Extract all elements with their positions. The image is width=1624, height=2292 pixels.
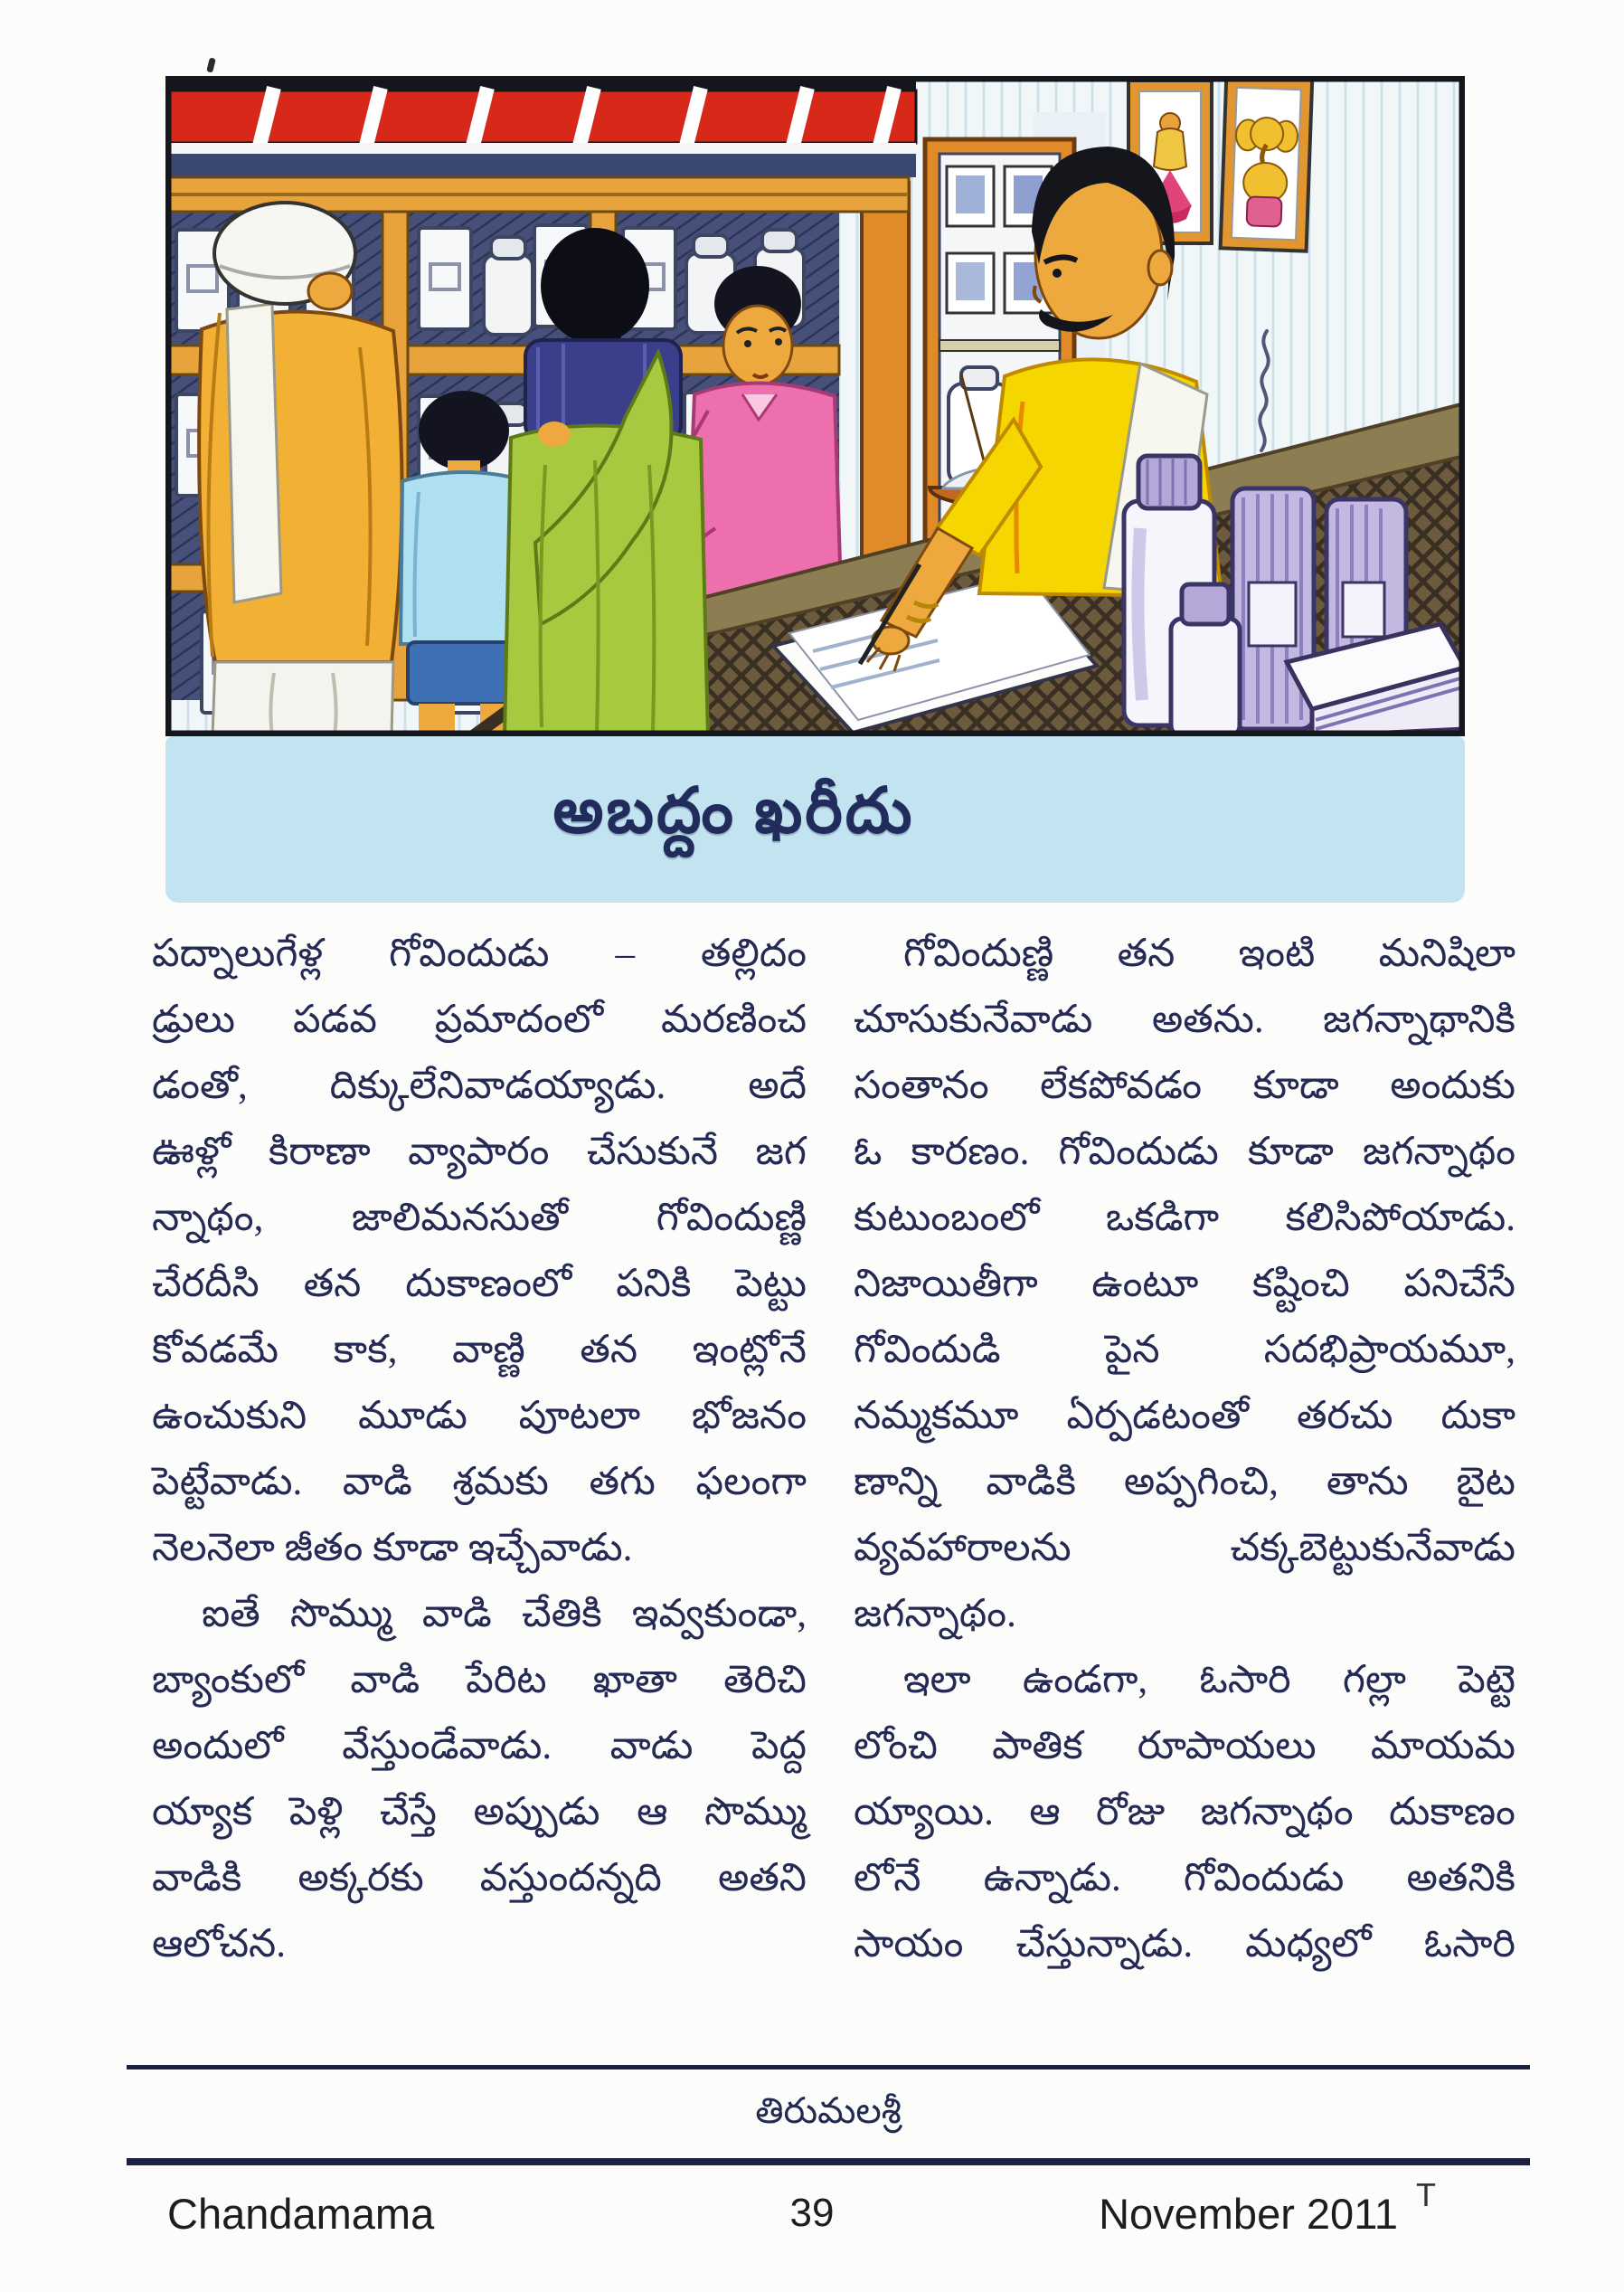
story-line: ఓ కారణం. గోవిందుడు కూడా జగన్నాథం (854, 1131, 1515, 1173)
story-line: బ్యాంకులో వాడి పేరిట ఖాతా తెరిచి (152, 1659, 807, 1701)
story-line: నిజాయితీగా ఉంటూ కష్టించి పనిచేసే (854, 1263, 1515, 1305)
text-column-right (854, 921, 1515, 1977)
page-footer (0, 2176, 1624, 2245)
footer-rule (127, 2158, 1530, 2165)
author-credit: తిరుమలశ్రీ (755, 2089, 902, 2131)
awning (165, 76, 916, 212)
story-line: సంతానం లేకపోవడం కూడా అందుకు (854, 1065, 1515, 1107)
story-title: అబద్దం ఖరీదు (552, 777, 915, 847)
story-line: ణాన్ని వాడికి అప్పగించి, తాను బైట (854, 1461, 1515, 1503)
story-line: లోంచి పాతిక రూపాయలు మాయమ (854, 1725, 1515, 1767)
magazine-name: Chandamama (167, 2190, 435, 2238)
story-line: వాడికి అక్కరకు వస్తుందన్నది అతని (152, 1857, 807, 1899)
story-line: గోవిందుణ్ణి తన ఇంటి మనిషిలా (903, 933, 1515, 975)
story-line: ఊళ్లో కిరాణా వ్యాపారం చేసుకునే జగ (152, 1131, 807, 1173)
page-number: 39 (789, 2191, 835, 2235)
story-illustration (165, 76, 1465, 736)
story-line: చేరదీసి తన దుకాణంలో పనికి పెట్టు (152, 1263, 807, 1305)
story-line: కుటుంబంలో ఒకడిగా కలిసిపోయాడు. (854, 1197, 1515, 1239)
story-line: ఇలా ఉండగా, ఓసారి గల్లా పెట్టె (903, 1659, 1515, 1701)
story-line: య్యాయి. ఆ రోజు జగన్నాథం దుకాణం (854, 1791, 1515, 1833)
story-line: య్యాక పెళ్లి చేస్తే అప్పుడు ఆ సొమ్ము (152, 1791, 807, 1833)
story-line: పెట్టేవాడు. వాడి శ్రమకు తగు ఫలంగా (152, 1461, 807, 1503)
author-rule-top (127, 2065, 1530, 2069)
story-line: వ్యవహారాలను చక్కబెట్టుకునేవాడు (854, 1527, 1515, 1569)
issue-date: November 2011 (1099, 2190, 1398, 2238)
story-line: నెలనెలా జీతం కూడా ఇచ్చేవాడు. (152, 1527, 633, 1569)
text-column-left (152, 921, 807, 1977)
story-line: ఉంచుకుని మూడు పూటలా భోజనం (152, 1395, 807, 1437)
story-line: ఐతే సొమ్ము వాడి చేతికి ఇవ్వకుండా, (202, 1593, 807, 1635)
printers-mark: T (1416, 2176, 1436, 2213)
story-line: చూసుకునేవాడు అతను. జగన్నాథానికి (854, 999, 1515, 1041)
story-line: డ్రులు పడవ ప్రమాదంలో మరణించ (152, 999, 807, 1041)
story-line: కోవడమే కాక, వాణ్ణి తన ఇంట్లోనే (152, 1329, 807, 1371)
shop-scene (165, 76, 1465, 736)
ganesha-picture (1221, 76, 1313, 251)
story-line: న్నాథం, జాలిమనసుతో గోవిందుణ్ణి (152, 1197, 807, 1239)
story-line: గోవిందుడి పైన సదభిప్రాయమూ, (854, 1329, 1515, 1371)
story-line: లోనే ఉన్నాడు. గోవిందుడు అతనికి (854, 1857, 1515, 1899)
story-line: ఆలోచన. (152, 1923, 286, 1965)
story-line: నమ్మకమూ ఏర్పడటంతో తరచు దుకా (854, 1395, 1515, 1437)
scan-speck (206, 57, 216, 72)
story-line: డంతో, దిక్కులేనివాడయ్యాడు. అదే (152, 1065, 807, 1107)
story-line: అందులో వేస్తుండేవాడు. వాడు పెద్ద (152, 1725, 807, 1767)
title-band (165, 736, 1465, 903)
story-line: పద్నాలుగేళ్ల గోవిందుడు – తల్లిదం (152, 933, 807, 975)
story-line: జగన్నాథం. (854, 1593, 1016, 1635)
story-line: సాయం చేస్తున్నాడు. మధ్యలో ఓసారి (854, 1923, 1515, 1965)
